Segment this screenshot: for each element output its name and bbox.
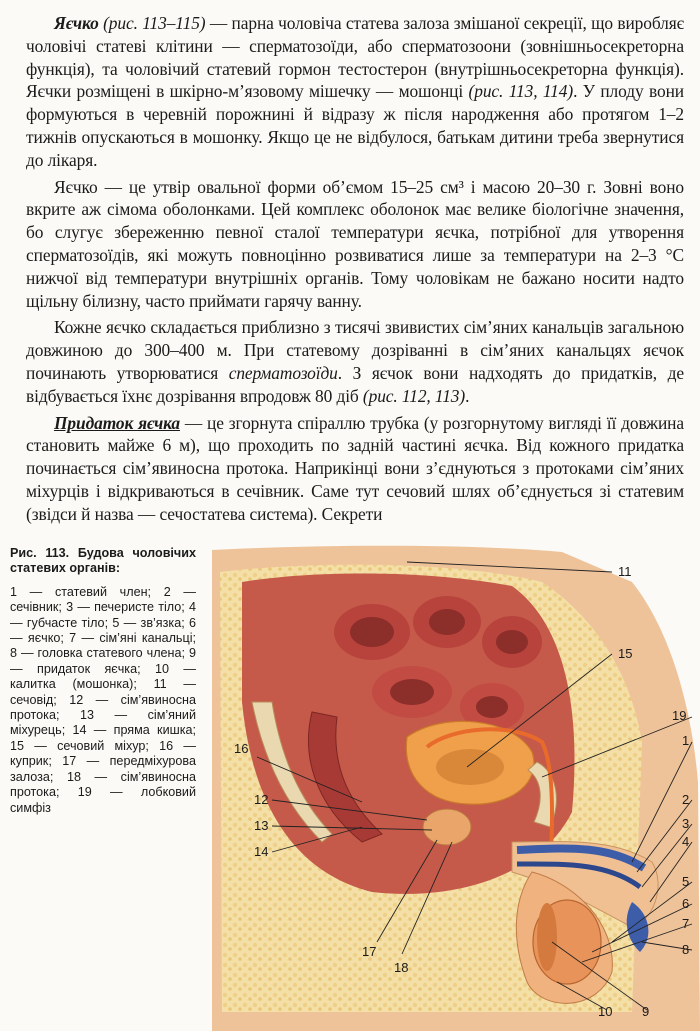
paragraph-testis-shape [26, 176, 684, 313]
label-1: 1 [682, 733, 690, 748]
label-16: 16 [234, 741, 249, 756]
paragraph-text: Кожне яєчко складається приблизно з тисячі звивистих сім’яних канальців загальною довжиною до 300–400 м. При статевому дозріванні в сім’яних канальцях яєчок починають утворюватися [26, 317, 684, 383]
label-14: 14 [254, 844, 269, 859]
paragraph-text: . [465, 385, 470, 406]
anatomy-illustration [212, 542, 700, 1031]
figure-ref: (рис. 113, 114) [468, 81, 574, 102]
paragraph-epididymis [26, 412, 684, 526]
label-2: 2 [682, 792, 690, 807]
label-4: 4 [682, 834, 690, 849]
article-text [26, 12, 684, 526]
label-6: 6 [682, 896, 690, 911]
figure-ref: (рис. 113–115) [103, 13, 206, 33]
label-9: 9 [642, 1004, 650, 1019]
label-12: 12 [254, 792, 269, 807]
caption-title: Рис. 113. Будова чоловічих статевих органів: [10, 546, 196, 576]
paragraph-text: . З яєчок вони надходять до придатків, де відбувається їхнє дозрівання впродовж 80 діб [26, 362, 684, 406]
label-17: 17 [362, 944, 377, 959]
caption-legend: 1 — статевий член; 2 — сечівник; 3 — печеристе тіло; 4 — губчасте тіло; 5 — зв’язка; 6 — яєчко; 7 — сім’яні канальці; 8 — головка статевого члена; 9 — придаток яєчка; 10 — калитка (мошонка); 11 — сечовід; 12 — сім’явиносна протока; 13 — сім’яний міхурець; 14 — пряма кишка; 15 — сечовий міхур; 16 — куприк; 17 — передміхурова залоза; 18 — сім’явиносна протока; 19 — лобковий симфіз [10, 584, 196, 815]
term-spermatozoa: сперматозоїди [228, 362, 338, 383]
figure-ref: (рис. 112, 113) [362, 385, 466, 406]
term-epididymis: Придаток яєчка [54, 412, 180, 433]
epididymis [537, 903, 557, 971]
paragraph-text: . У плоду вони формуються в черевній порожнині й відразу ж після народження або протягом 1–2 тижнів опускаються в мошонку. Якщо це не відбулося, батькам дитини треба звернутися до лікаря. [26, 81, 684, 170]
anatomy-figure [212, 542, 700, 1031]
label-7: 7 [682, 916, 690, 931]
paragraph-tubules [26, 316, 684, 407]
label-15: 15 [618, 646, 633, 661]
paragraph-text: Яєчко — це утвір овальної форми об’ємом 15–25 см³ і масою 20–30 г. Зовні воно вкрите аж сімома оболонками. Цей комплекс оболонок має велике біологічне значення, бо слугує збереженню певної сталої температури яєчка, потрібної для утворення сперматозоїдів, які можуть повноцінно розвиватися лише за температури на 2–3 °С нижчої від температури внутрішніх органів. Тому чоловікам не бажано носити надто щільну білизну, часто приймати гарячу ванну. [26, 176, 684, 311]
label-11: 11 [618, 564, 632, 579]
label-3: 3 [682, 816, 690, 831]
term-testis: Яєчко [54, 13, 99, 33]
figure-caption [10, 546, 196, 816]
label-19: 19 [672, 708, 687, 723]
label-13: 13 [254, 818, 269, 833]
label-5: 5 [682, 874, 690, 889]
paragraph-text: — парна чоловіча статева залоза змішаної секреції, що виробляє чоловічі статеві клітини — сперматозоїди, або сперматозоони (зовнішньосекреторна функція), та чоловічий статевий гормон тестостерон (внутрішньосекреторна функція). Яєчки розміщені в шкірно-м’язовому мішечку — мошонці [26, 13, 685, 102]
prostate [423, 809, 471, 845]
paragraph-text: — це згорнута спіраллю трубка (у розгорнутому вигляді її довжина становить майже 6 м), що проходить по задній частині яєчка. Від кожного придатка починається сім’явиносна протока. Наприкінці вони з’єднуються з протоками сім’яних міхурців і відкриваються в сечівник. Саме тут сечовий шлях об’єднується зі статевим (звідси й назва — сечостатева система). Секрети [26, 412, 684, 524]
label-8: 8 [682, 942, 690, 957]
paragraph-testis [26, 12, 684, 172]
label-18: 18 [394, 960, 409, 975]
label-10: 10 [598, 1004, 613, 1019]
